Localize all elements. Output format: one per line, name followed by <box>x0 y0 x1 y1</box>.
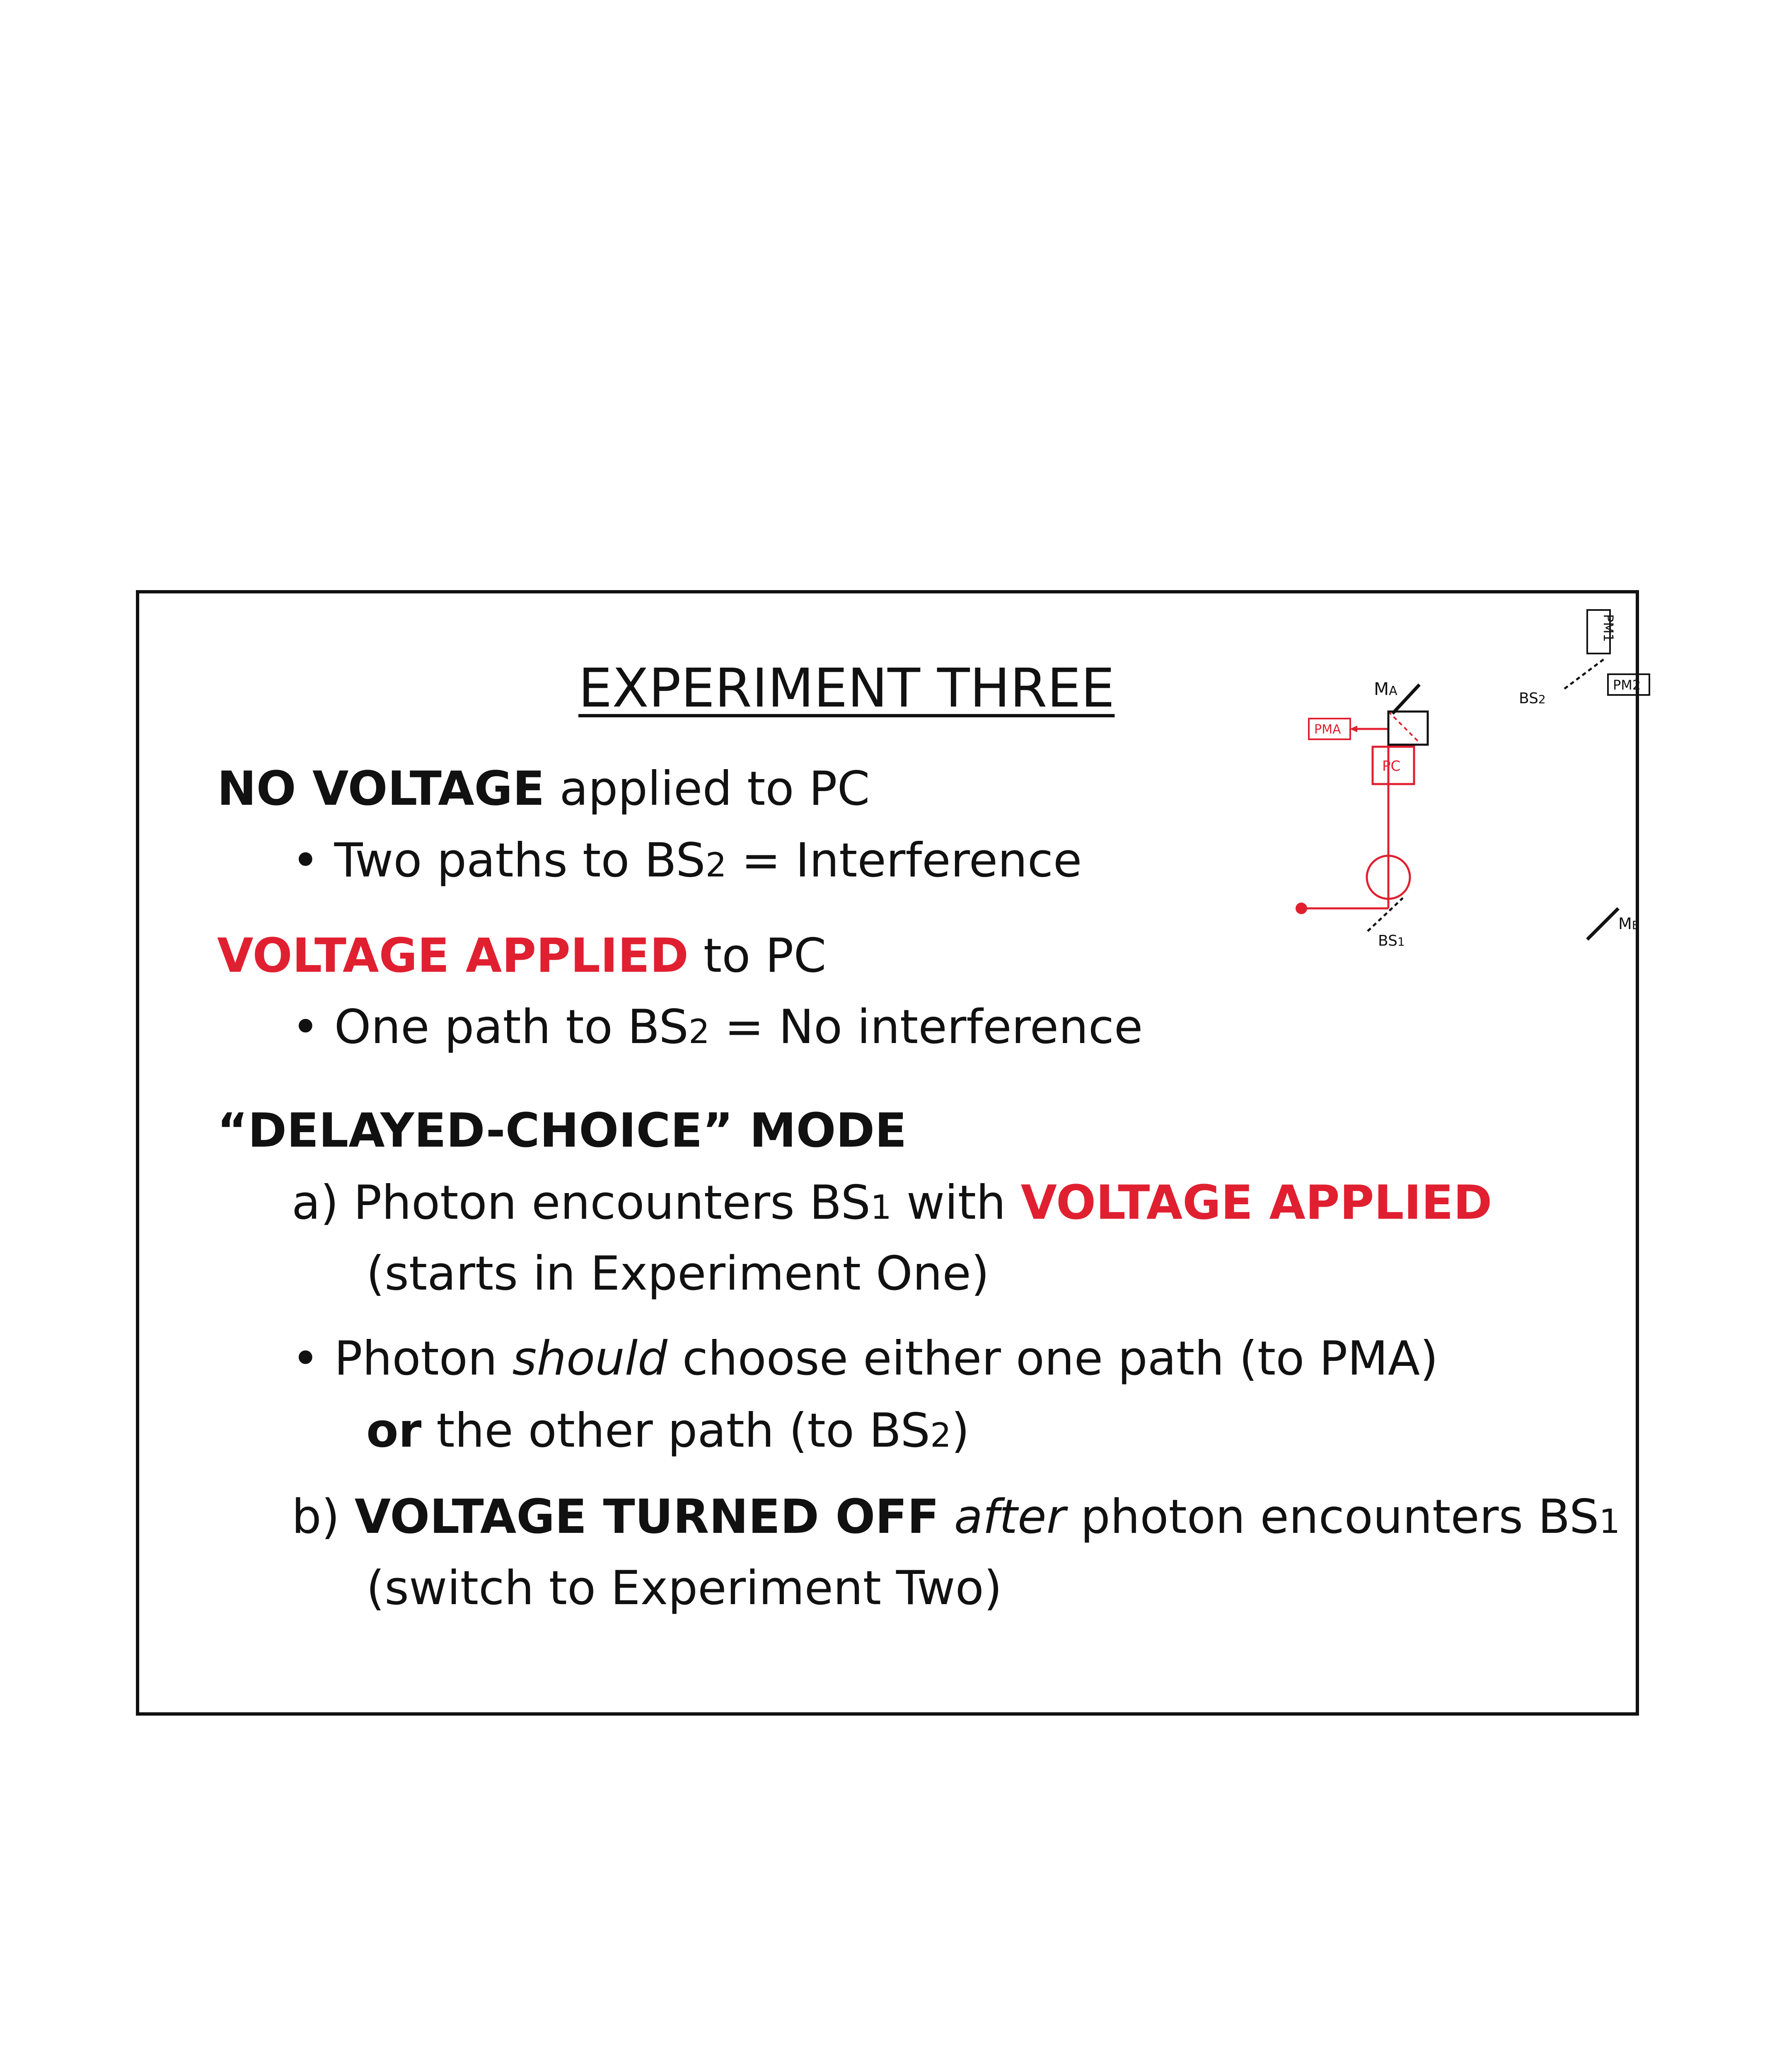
bullet-glyph: • <box>292 1331 319 1386</box>
item-b-prefix: b) <box>292 1489 355 1544</box>
item-a-prefix: a) Photon encounters BS <box>292 1175 871 1230</box>
mirror-b <box>1587 908 1618 939</box>
item-b-space <box>939 1489 954 1544</box>
apparatus-diagram <box>1200 614 1641 958</box>
bullet-should-italic: should <box>512 1331 667 1386</box>
photon-source-dot <box>1296 903 1307 914</box>
bullet-one-path-text: One path to BS <box>334 1000 689 1054</box>
bullet-or-line <box>366 1403 970 1458</box>
item-b-italic: after <box>954 1489 1066 1544</box>
item-b-bold: VOLTAGE TURNED OFF <box>354 1489 939 1544</box>
item-a-note: (starts in Experiment One) <box>366 1246 989 1301</box>
bullet-two-paths-tail: = Interference <box>726 833 1082 888</box>
bullet-one-path <box>292 1000 1143 1054</box>
slide-title: EXPERIMENT THREE <box>578 657 1115 719</box>
delayed-choice-heading: “DELAYED-CHOICE” MODE <box>217 1103 907 1158</box>
bullet-one-path-tail: = No interference <box>709 1000 1143 1054</box>
voltage-applied-line <box>217 928 827 983</box>
voltage-applied-rest: to PC <box>689 928 827 983</box>
subscript: 1 <box>1599 1502 1620 1541</box>
pma-label: PMA <box>1314 722 1341 737</box>
item-a-red: VOLTAGE APPLIED <box>1020 1175 1492 1230</box>
bullet-should-choose <box>292 1331 1438 1386</box>
voltage-applied-red: VOLTAGE APPLIED <box>217 928 689 983</box>
bs1-label: BS1 <box>1378 932 1405 949</box>
or-bold: or <box>366 1403 422 1458</box>
slide-frame <box>136 590 1639 1716</box>
item-b-note: (switch to Experiment Two) <box>366 1561 1002 1615</box>
bullet-glyph: • <box>292 1000 319 1054</box>
bullet-two-paths <box>292 833 1082 888</box>
bullet-should-post: choose either one path (to PMA) <box>667 1331 1438 1386</box>
subscript: 1 <box>870 1188 892 1227</box>
no-voltage-rest: applied to PC <box>544 761 870 816</box>
beam-splitter-1 <box>1368 898 1403 931</box>
bullet-glyph: • <box>292 833 319 888</box>
item-a-mid: with <box>892 1175 1021 1230</box>
ma-label: MA <box>1374 679 1397 699</box>
subscript: 2 <box>705 846 727 884</box>
bs2-label: BS2 <box>1519 690 1546 707</box>
no-voltage-line <box>217 761 870 816</box>
bullet-two-paths-text: Two paths to BS <box>334 833 706 888</box>
or-line-pre: the other path (to BS <box>421 1403 931 1458</box>
pm1-label: PM1 <box>1600 614 1616 642</box>
pc-label: PC <box>1382 758 1401 775</box>
bullet-should-pre: Photon <box>334 1331 513 1386</box>
subscript: 2 <box>930 1416 952 1455</box>
item-b <box>292 1489 1620 1544</box>
pm2-label: PM2 <box>1613 677 1641 693</box>
item-b-post: photon encounters BS <box>1066 1489 1599 1544</box>
or-line-post: ) <box>951 1403 970 1458</box>
no-voltage-bold: NO VOLTAGE <box>217 761 545 816</box>
beam-splitter-2 <box>1564 658 1606 689</box>
subscript: 2 <box>689 1012 710 1051</box>
cube-diagonal <box>1388 712 1419 743</box>
mb-label: MB <box>1618 915 1640 933</box>
item-a <box>292 1175 1492 1230</box>
